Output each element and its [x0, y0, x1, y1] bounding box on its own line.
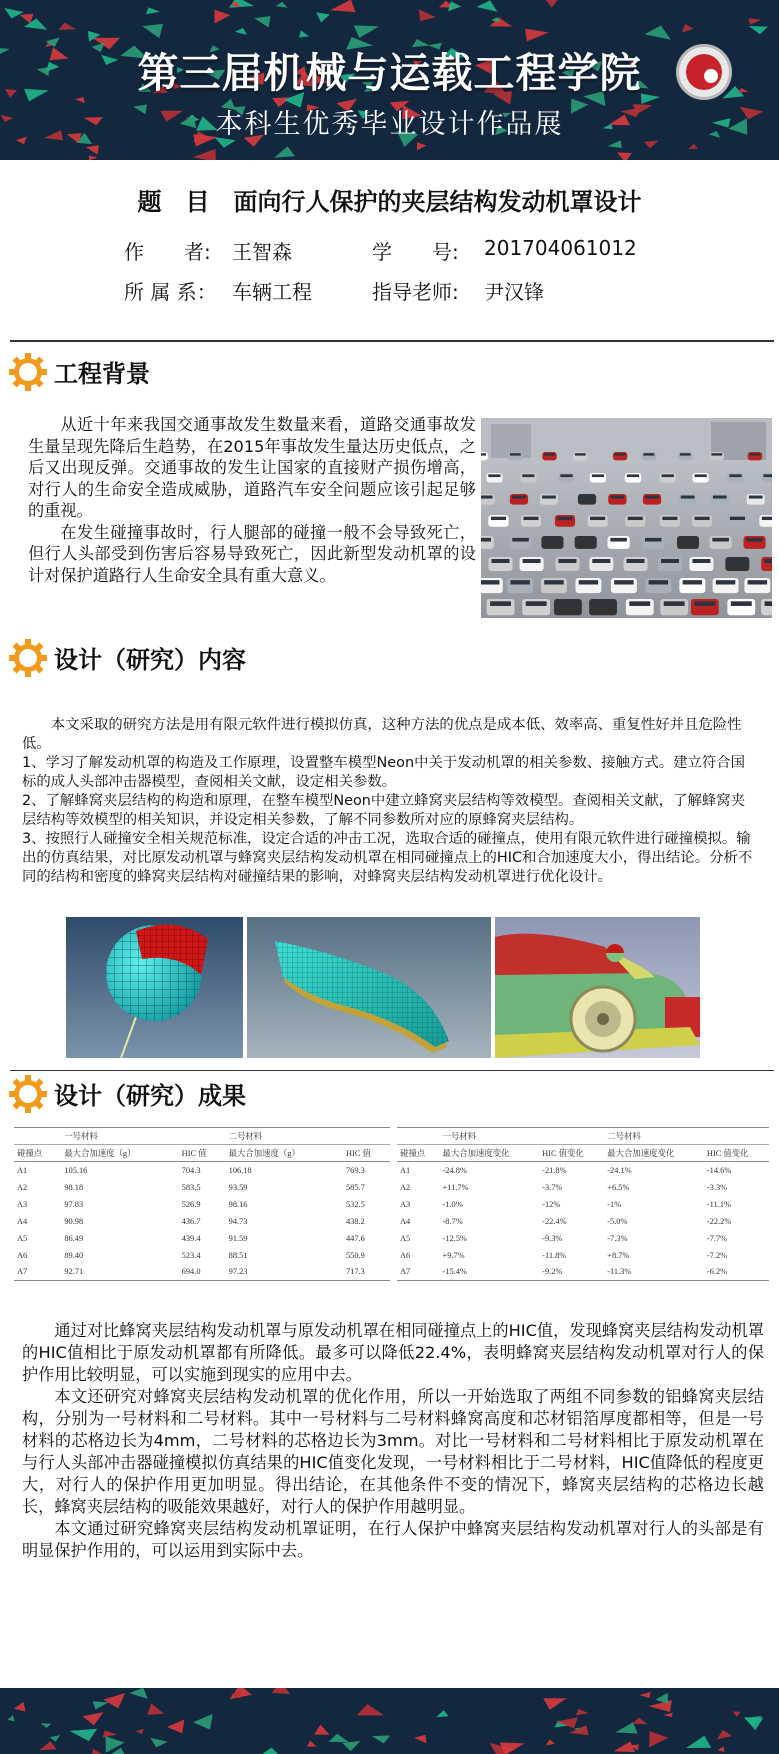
group-header: 二号材料 — [226, 1128, 390, 1145]
table-cell: 550.9 — [345, 1250, 365, 1260]
table-cell: 704.3 — [181, 1165, 201, 1175]
footer-banner — [0, 1688, 779, 1754]
column-header: 碰撞点 — [397, 1145, 439, 1162]
gear-icon — [8, 1074, 48, 1114]
table-cell: 436.7 — [181, 1216, 201, 1226]
paragraph: 从近十年来我国交通事故发生数量来看，道路交通事故发生量呈现先降后生趋势，在2015年事故发生量达历史低点，之后又出现反弹。交通事故的发生让国家的直接财产损伤增高，对行人的生命安全造成威胁，道路汽车安全问题应该引起足够的重视。 — [28, 415, 476, 520]
paragraph: 本文通过研究蜂窝夹层结构发动机罩证明，在行人保护中蜂窝夹层结构发动机罩对行人的头部是有明显保护作用的，可以运用到实际中去。 — [22, 1519, 764, 1560]
table-cell: 94.73 — [228, 1216, 248, 1226]
table-cell: 98.16 — [228, 1199, 248, 1209]
paragraph: 1、学习了解发动机罩的构造及工作原理，设置整车模型Neon中关于发动机罩的相关参数、接触方式。建立符合国标的成人头部冲击器模型，查阅相关文献，设定相关参数。 — [22, 755, 746, 790]
table-cell: 717.3 — [345, 1267, 365, 1277]
table-cell: 98.18 — [64, 1182, 84, 1192]
head-impactor-model-image — [66, 917, 243, 1058]
table-cell: A4 — [400, 1216, 411, 1226]
table-row — [397, 1179, 769, 1196]
results-text — [22, 1320, 764, 1562]
table-cell: 97.83 — [64, 1199, 84, 1209]
table-cell: 447.6 — [345, 1233, 365, 1243]
table-cell: -22.2% — [706, 1216, 732, 1226]
table-cell: -7.3% — [607, 1233, 628, 1243]
table-row — [397, 1230, 769, 1247]
section-title: 设计（研究）成果 — [54, 1082, 246, 1110]
advisor-label: 指导老师: — [372, 280, 459, 304]
table-cell: A7 — [17, 1267, 28, 1277]
table-cell: +8.7% — [607, 1250, 630, 1260]
table-row — [14, 1213, 390, 1230]
column-header: 最大合加速度变化 — [604, 1145, 704, 1162]
divider — [10, 1070, 774, 1071]
table-row — [14, 1247, 390, 1264]
table-header-row — [14, 1145, 390, 1162]
table-cell: A1 — [17, 1165, 28, 1175]
table-cell: 88.51 — [228, 1250, 248, 1260]
table-cell: 694.0 — [181, 1267, 201, 1277]
exhibition-title: 第三届机械与运载工程学院 — [137, 49, 642, 97]
header-banner — [0, 0, 779, 160]
table-cell: -1% — [607, 1199, 622, 1209]
column-header: HIC 值变化 — [539, 1145, 604, 1162]
column-header: HIC 值变化 — [704, 1145, 769, 1162]
group-header: 一号材料 — [439, 1128, 604, 1145]
table-cell: 523.4 — [181, 1250, 201, 1260]
group-header: 一号材料 — [61, 1128, 225, 1145]
section-title: 工程背景 — [54, 360, 150, 388]
table-cell: 583.5 — [181, 1182, 201, 1192]
exhibition-subtitle: 本科生优秀毕业设计作品展 — [215, 109, 564, 140]
school-logo — [676, 44, 732, 100]
table-row — [397, 1213, 769, 1230]
student-id: 201704061012 — [484, 236, 637, 260]
vehicle-illustration — [495, 917, 700, 1058]
table-cell: -9.3% — [542, 1233, 563, 1243]
table-cell: -14.6% — [706, 1165, 732, 1175]
table-cell: 585.7 — [345, 1182, 365, 1192]
table-cell: A3 — [17, 1199, 28, 1209]
table-cell: A2 — [400, 1182, 411, 1192]
paragraph: 本文还研究对蜂窝夹层结构发动机罩的优化作用，所以一开始选取了两组不同参数的铝蜂窝夹层结构，分别为一号材料和二号材料。其中一号材料与二号材料蜂窝高度和芯材铝箔厚度都相等，但是一号材料的芯格边长为4mm，二号材料的芯格边长为3mm。对比一号材料和二号材料相比于原发动机罩在与行人头部冲击器碰撞模拟仿真结果的HIC值变化发现，一号材料相比于二号材料，HIC值降低的程度更大，对行人的保护作用更加明显。得出结论，在其他条件不变的情况下，蜂窝夹层结构的芯格边长越长，蜂窝夹层结构的吸能效果越好，对行人的保护作用越明显。 — [22, 1387, 764, 1516]
background-text — [28, 414, 476, 586]
head-impactor-illustration — [66, 917, 243, 1058]
author-name: 王智森 — [232, 240, 292, 264]
table-cell: 86.49 — [64, 1233, 84, 1243]
table-cell: A7 — [400, 1267, 411, 1277]
table-cell: A2 — [17, 1182, 28, 1192]
table-cell: -11.1% — [706, 1199, 732, 1209]
paragraph: 3、按照行人碰撞安全相关规范标准，设定合适的冲击工况，选取合适的碰撞点，使用有限元软件进行碰撞模拟。输出的仿真结果，对比原发动机罩与蜂窝夹层结构发动机罩在相同碰撞点上的HIC和合加速度大小，得出结论。分析不同的结构和密度的蜂窝夹层结构对碰撞结果的影响，对蜂窝夹层结构发动机罩进行优化设计。 — [22, 831, 753, 885]
table-row — [397, 1247, 769, 1264]
column-header: 最大合加速度（g） — [226, 1145, 343, 1162]
table-cell: 91.59 — [228, 1233, 248, 1243]
column-header: 最大合加速度（g） — [61, 1145, 178, 1162]
honeycomb-hood-model-image — [247, 917, 491, 1058]
table-cell: A3 — [400, 1199, 411, 1209]
table-cell: -15.4% — [442, 1267, 467, 1277]
table-row — [14, 1196, 390, 1213]
table-cell: 89.40 — [64, 1250, 84, 1260]
table-cell: -5.0% — [607, 1216, 628, 1226]
table-cell: 769.3 — [345, 1165, 365, 1175]
table-cell: -3.3% — [706, 1182, 728, 1192]
table-cell: -24.1% — [607, 1165, 632, 1175]
table-row — [14, 1179, 390, 1196]
column-header: 最大合加速度变化 — [439, 1145, 539, 1162]
table-row — [14, 1230, 390, 1247]
table-cell: A6 — [400, 1250, 411, 1260]
table-cell: -11.3% — [607, 1267, 632, 1277]
table-cell: -12.5% — [442, 1233, 467, 1243]
table-cell: 532.5 — [345, 1199, 365, 1209]
table-cell: 526.9 — [181, 1199, 201, 1209]
gear-icon — [8, 352, 48, 392]
table-cell: 93.59 — [228, 1182, 248, 1192]
paragraph: 本文采取的研究方法是用有限元软件进行模拟仿真，这种方法的优点是成本低、效率高、重复性好并且危险性低。 — [22, 717, 742, 752]
table-row — [397, 1196, 769, 1213]
paragraph: 通过对比蜂窝夹层结构发动机罩与原发动机罩在相同碰撞点上的HIC值，发现蜂窝夹层结构发动机罩的HIC值相比于原发动机罩都有所降低。最多可以降低22.4%，表明蜂窝夹层结构发动机罩对行人的保护作用比较明显，可以实施到现实的应用中去。 — [22, 1321, 764, 1384]
group-header: 二号材料 — [604, 1128, 769, 1145]
traffic-illustration — [481, 418, 772, 618]
table-cell: -11.8% — [542, 1250, 567, 1260]
traffic-jam-photo — [481, 418, 772, 618]
table-cell: +11.7% — [442, 1182, 469, 1192]
table-row — [14, 1264, 390, 1281]
table-cell: 106.18 — [228, 1165, 252, 1175]
table-cell: 97.23 — [228, 1267, 248, 1277]
table-row — [397, 1162, 769, 1179]
confetti-pattern — [0, 1688, 779, 1754]
department-label: 所 属 系： — [124, 280, 217, 304]
content-text — [22, 716, 758, 887]
table-cell: +6.5% — [607, 1182, 630, 1192]
table-cell: -9.2% — [542, 1267, 563, 1277]
table-cell: -3.7% — [542, 1182, 563, 1192]
table-header-row — [397, 1145, 769, 1162]
table-cell: 92.71 — [64, 1267, 84, 1277]
column-header: HIC 值 — [179, 1145, 226, 1162]
table-row — [397, 1264, 769, 1281]
paragraph: 在发生碰撞事故时，行人腿部的碰撞一般不会导致死亡，但行人头部受到伤害后容易导致死亡，因此新型发动机罩的设计对保护道路行人生命安全具有重大意义。 — [28, 522, 476, 585]
department: 车辆工程 — [232, 280, 312, 304]
table-cell: -8.7% — [442, 1216, 463, 1226]
hood-illustration — [247, 917, 491, 1058]
author-label: 作 者: — [124, 240, 211, 264]
table-cell: -21.8% — [542, 1165, 567, 1175]
table-cell: -12% — [542, 1199, 561, 1209]
table-cell: 105.16 — [64, 1165, 88, 1175]
acceleration-hic-table — [14, 1127, 390, 1281]
vehicle-collision-model-image — [495, 917, 700, 1058]
table-cell: A4 — [17, 1216, 28, 1226]
paragraph: 2、了解蜂窝夹层结构的构造和原理，在整车模型Neon中建立蜂窝夹层结构等效模型。查阅相关文献，了解蜂窝夹层结构等效模型的相关知识，并设定相关参数，了解不同参数所对应的原蜂窝夹层结构。 — [22, 793, 746, 828]
student-id-label: 学 号: — [372, 240, 459, 264]
column-header: HIC 值 — [343, 1145, 390, 1162]
table-cell: A6 — [17, 1250, 28, 1260]
table-cell: +9.7% — [442, 1250, 465, 1260]
table-cell: -7.7% — [706, 1233, 728, 1243]
column-header: 碰撞点 — [14, 1145, 61, 1162]
advisor-name: 尹汉锋 — [484, 280, 544, 304]
table-cell: A5 — [400, 1233, 411, 1243]
table-cell: -6.2% — [706, 1267, 728, 1277]
table-cell: 439.4 — [181, 1233, 201, 1243]
project-title: 题 目 面向行人保护的夹层结构发动机罩设计 — [137, 188, 642, 216]
table-cell: A5 — [17, 1233, 28, 1243]
change-rate-table — [397, 1127, 769, 1281]
divider — [10, 340, 774, 342]
table-cell: -7.2% — [706, 1250, 728, 1260]
table-row — [14, 1162, 390, 1179]
section-title: 设计（研究）内容 — [54, 646, 246, 674]
table-cell: -22.4% — [542, 1216, 567, 1226]
table-cell: A1 — [400, 1165, 411, 1175]
table-group-row — [397, 1128, 769, 1145]
table-cell: 90.98 — [64, 1216, 84, 1226]
table-cell: -24.8% — [442, 1165, 467, 1175]
table-cell: 438.2 — [345, 1216, 365, 1226]
gear-icon — [8, 638, 48, 678]
table-group-row — [14, 1128, 390, 1145]
table-cell: -1.0% — [442, 1199, 463, 1209]
